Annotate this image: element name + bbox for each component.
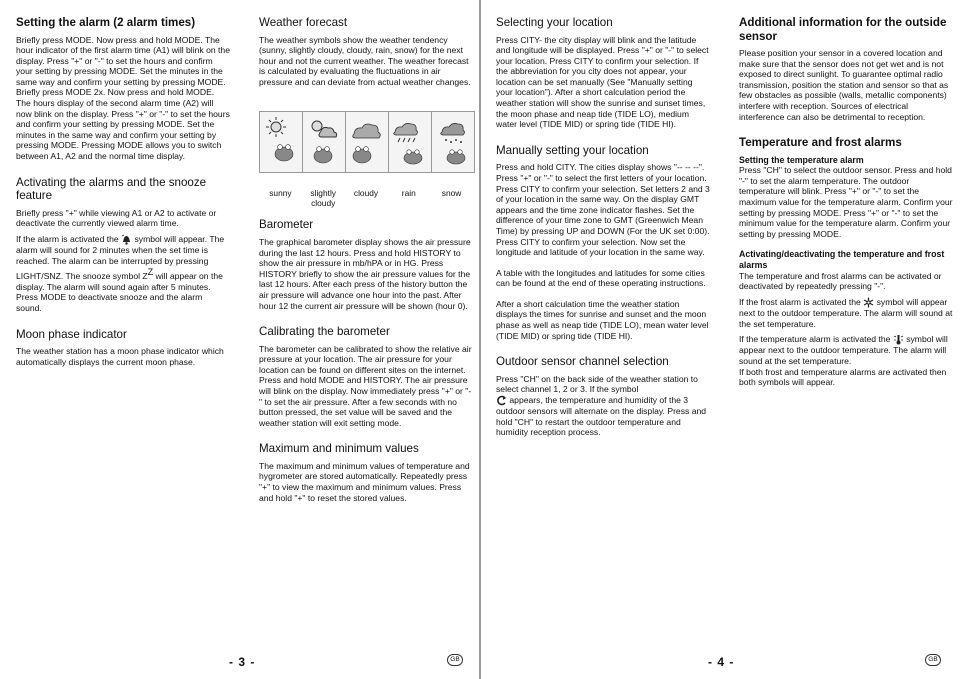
- snow-cloud-icon: [441, 124, 465, 136]
- column-4: [739, 16, 953, 388]
- column-3: [496, 16, 710, 438]
- column-2: [259, 16, 473, 503]
- alarm-text: Briefly press MODE. Now press and hold MODE. The hour indicator of the first alarm time (A1) will blink on the display. Press "+" or "-" to set the hours and confirm your setting by pressing MODE. Set the minutes in the same way and confirm your setting by pressing MODE. Briefly press MODE 2x. Now press and hold MODE. The hours display of the second alarm time (A2) will now blink on the display. Press "+" or "-" to set the hours and confirm your setting by pressing MODE. Set the minutes in the same way and confirm your setting by pressing MODE. Pressing MODE allows you to switch between A1, A2 and the normal time display.: [16, 34, 230, 162]
- manual-heading: Manually setting your location: [496, 143, 649, 157]
- weather-label-slightly-cloudy: slightly cloudy: [310, 188, 336, 209]
- manual-text-3: After a short calculation time the weather station displays the times for sunrise and sunset and the moon phase as well as neap tide (TIDE LO), mean water level (TIDE MID) or spring tide (TIDE HI).: [496, 298, 709, 341]
- weather-labels: [259, 188, 473, 208]
- snowflakes-icon: [445, 139, 462, 143]
- temp-text-b: symbol will appear next to the outdoor temperature. The alarm will sound at the set temperature.: [739, 334, 948, 367]
- activating-text-3: [16, 267, 230, 314]
- snow-symbol: [432, 112, 474, 172]
- sunny-symbol: [260, 112, 303, 172]
- moon-text: The weather station has a moon phase indicator which automatically displays the current moon phase.: [16, 346, 224, 367]
- outdoor-heading: Outdoor sensor channel selection: [496, 355, 669, 369]
- temperature-alarm-icon: [893, 334, 904, 345]
- frog-icon: [447, 150, 465, 164]
- maxmin-heading: Maximum and minimum values: [259, 442, 419, 456]
- activating-text-1: Briefly press "+" while viewing A1 or A2 to activate or deactivate the currently viewed alarm time.: [16, 207, 217, 229]
- frog-icon: [314, 147, 332, 163]
- weather-label-rain: rain: [401, 188, 416, 199]
- outdoor-text-2-body: appears, the temperature and humidity of the 3 outdoor sensors will alternate on the display. Press and hold "CH" to restart the outdoor temperature and humidity reception process.: [496, 394, 707, 438]
- rain-symbol: [389, 112, 432, 172]
- page-right: [481, 0, 960, 679]
- outdoor-text-1: Press "CH" on the back side of the weather station to select channel 1, 2 or 3. If the symbol: [496, 373, 698, 395]
- activating-text-2b: symbol will appear. The alarm will sound for 2 minutes when the set time is reached. The alarm can be interrupted by pressing: [16, 233, 225, 266]
- forecast-text: The weather symbols show the weather tendency (sunny, slightly cloudy, cloudy, rain, snow) for the next hour and not the current weather. The weather forecast is calculated by evaluating the fluctuations in air pressure and can deviate from actual weather changes.: [259, 34, 471, 87]
- frog-icon: [275, 145, 293, 161]
- tempalarm-heading: Temperature and frost alarms: [739, 136, 902, 150]
- language-badge-left: GB: [447, 654, 463, 666]
- page-number-right: - 4 -: [708, 655, 735, 669]
- activating-subheading: Activating/deactivating the temperature and frost alarms: [739, 249, 945, 270]
- language-badge-right: GB: [925, 654, 941, 666]
- additional-text: Please position your sensor in a covered location and make sure that the sensor does not get wet and is not exposed to direct sunlight. To guarantee optimal radio transmission, position the station and sensor so that as few obstacles as possible (walls, metallic components) interfere with reception. Sources of electrical interference can also be detrimental to reception.: [739, 48, 949, 122]
- calibrating-heading: Calibrating the barometer: [259, 325, 390, 339]
- page-number-left: - 3 -: [229, 655, 256, 669]
- cloudy-symbol: [346, 112, 389, 172]
- location-heading: Selecting your location: [496, 16, 613, 29]
- column-1: [16, 16, 230, 367]
- activating-alarm-text: The temperature and frost alarms can be activated or deactivated by repeatedly pressing "-".: [739, 270, 942, 292]
- sun-cloud-icon: [312, 121, 337, 137]
- moon-heading: Moon phase indicator: [16, 327, 127, 341]
- alarm-bell-icon: [121, 234, 132, 245]
- manual-text-2: A table with the longitudes and latitudes for some cities can be found at the end of these operating instructions.: [496, 267, 706, 289]
- alarm-heading: Setting the alarm (2 alarm times): [16, 16, 196, 29]
- maxmin-text: The maximum and minimum values of temperature and hygrometer are stored automatically. Repeatedly press "+" to view the maximum and minimum values. Press and hold "+" to reset the stored values.: [259, 460, 470, 503]
- channel-cycle-icon: [496, 395, 507, 406]
- both-alarms-text: If both frost and temperature alarms are activated then both symbols will appear.: [739, 366, 947, 388]
- temp-text-a: If the temperature alarm is activated the: [739, 334, 891, 345]
- snooze-z-superscript: Z: [147, 267, 154, 278]
- temp-alarm-text: [739, 334, 953, 366]
- frost-text-a: If the frost alarm is activated the: [739, 296, 861, 307]
- setting-text: Press "CH" to select the outdoor sensor. Press and hold "-" to set the alarm temperature. The outdoor temperature will blink. Press "+" or "-" to set the maximum value for the temperature alarm. Confirm your setting by pressing MODE. Press "+" or "-" to set the minimum value for the temperature alarm. Confirm your setting by pressing MODE.: [739, 165, 953, 239]
- frog-icon: [353, 147, 371, 163]
- weather-label-sunny: sunny: [269, 188, 292, 199]
- activating-heading: Activating the alarms and the snooze feature: [16, 175, 207, 203]
- frost-text-b: symbol will appear next to the outdoor temperature. The alarm will sound at the set temperature.: [739, 296, 953, 329]
- weather-label-cloudy: cloudy: [353, 188, 379, 199]
- setting-subheading: Setting the temperature alarm: [739, 154, 864, 165]
- barometer-heading: Barometer: [259, 218, 314, 232]
- manual-text: Press and hold CITY. The cities display shows "-- -- --". Press "+" or "-" to select the first letters of your location. Press CITY to confirm your selection. Set letters 2 and 3 of your location in the same way. On the display GMT appears and the time zone indicator flashes. Set the difference of your time zone to GMT (Greenwich Mean Time) by pressing UP and DOWN (For the UK set 0:00). Press CITY to confirm your selection. Now set the longitude and latitude of your location in the same way.: [496, 162, 710, 258]
- slightly-cloudy-symbol: [303, 112, 346, 172]
- calibrating-text: The barometer can be calibrated to show the relative air pressure at your location. The air pressure for your location can be found on different sites on the internet. Press and hold MODE and HISTORY. The air pressure will blink on the display. Now immediately press "+" or "-" to set the air pressure. After a few seconds with no button pressed, the set value will be saved and the weather station will exit setting mode.: [259, 343, 472, 428]
- outdoor-text-2: [496, 395, 710, 438]
- activating-text-2a: If the alarm is activated the: [16, 233, 119, 244]
- activating-text-2: [16, 234, 230, 266]
- activating-text-3b: will appear on the display. The alarm will sound again after 5 minutes. Press MODE to deactivate snooze and the alarm sound.: [16, 271, 223, 314]
- frost-icon: [863, 297, 874, 308]
- page-left: [0, 0, 479, 679]
- weather-label-snow: snow: [441, 188, 462, 199]
- cloud-icon: [353, 124, 381, 138]
- frost-text: [739, 297, 953, 329]
- weather-symbols-strip: [259, 111, 475, 173]
- rain-cloud-icon: [394, 124, 418, 136]
- additional-heading: Additional information for the outside sensor: [739, 16, 947, 43]
- forecast-heading: Weather forecast: [259, 16, 348, 29]
- sun-icon: [266, 117, 286, 137]
- barometer-text: The graphical barometer display shows the air pressure during the last 12 hours. Press and hold HISTORY to show the air pressure in mb/hPA or in HG. Press HISTORY briefly to show the air pressure values for the last 12 hours. After each press of the history button the air pressure will advance one hour into the past. After hour 12 the current air pressure will be shown (hour 0).: [259, 236, 471, 311]
- activating-text-3a: LIGHT/SNZ. The snooze symbol Z: [16, 271, 148, 282]
- frog-icon: [404, 150, 422, 164]
- location-text: Press CITY- the city display will blink and the latitude and longitude will be displayed. Press "+" or "-" to select your location. Press CITY to confirm your selection. If the abbreviation for you city does not appear, your location can be set manually (See "Manually setting your location"). After a short calculation period the weather station will show the sunrise and sunset times, the moon phase and neap tide (TIDE LO), medium water level (TIDE MID) or spring tide (TIDE HI).: [496, 34, 709, 130]
- raindrops-icon: [398, 138, 415, 142]
